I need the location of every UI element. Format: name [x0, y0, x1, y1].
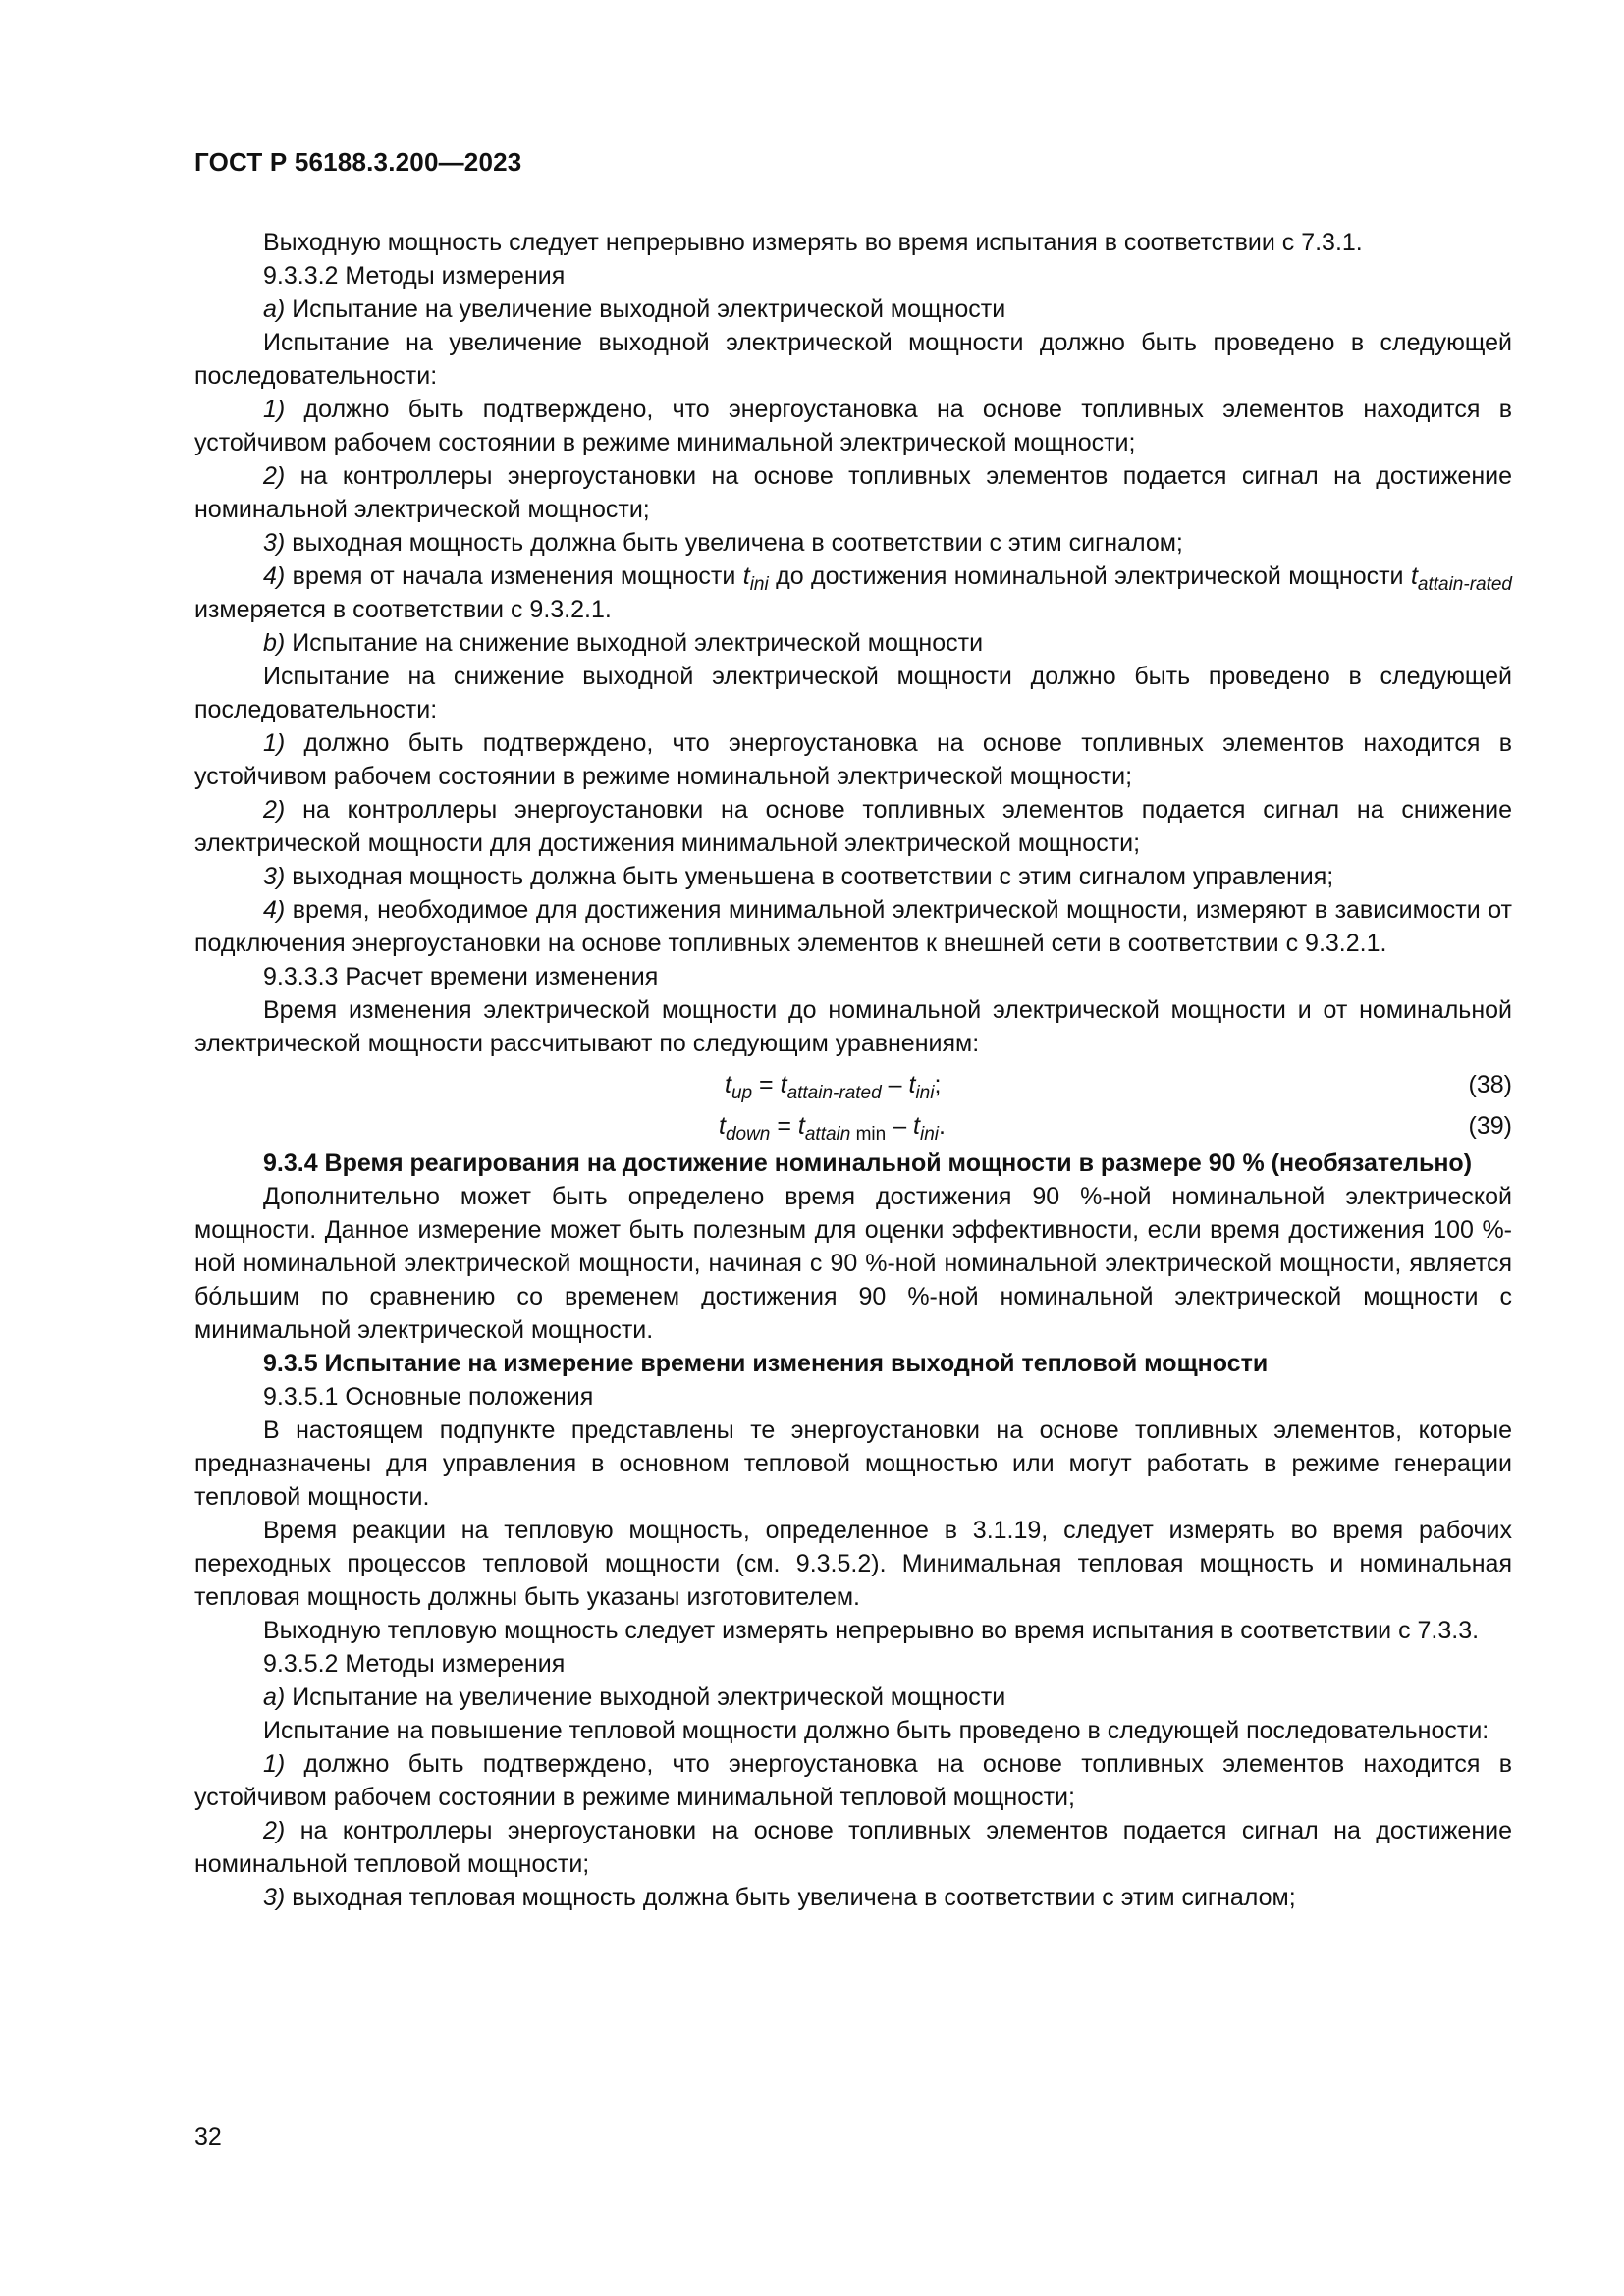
subscript-down: down [725, 1124, 771, 1145]
equation-39 [194, 1109, 1512, 1143]
list-marker: 3) [263, 1884, 286, 1911]
list-item [194, 626, 1512, 660]
list-item [194, 893, 1512, 960]
list-item-text: должно быть подтверждено, что энергоустановка на основе топливных элементов находится в устойчивом рабочем состоянии в режиме номинальной электрической мощности; [194, 729, 1512, 790]
list-item [194, 293, 1512, 326]
paragraph: Выходную мощность следует непрерывно измерять во время испытания в соответствии с 7.3.1. [263, 229, 1363, 256]
list-marker: 3) [263, 863, 286, 890]
paragraph: Дополнительно может быть определено время достижения 90 %-ной номинальной электрической мощности. Данное измерение может быть полезным для оценки эффективности, если время достижения 100 %-ной номинальной электрической мощности, начиная с 90 %-ной номинальной электрической мощности, является бóльшим по сравнению со временем достижения 90 %-ной номинальной электрической мощности с минимальной электрической мощности. [194, 1183, 1512, 1344]
list-item [194, 459, 1512, 526]
equation-number: (38) [1468, 1071, 1512, 1098]
list-item-text: должно быть подтверждено, что энергоустановка на основе топливных элементов находится в устойчивом рабочем состоянии в режиме минимальной тепловой мощности; [194, 1750, 1512, 1811]
list-item-text: Испытание на увеличение выходной электрической мощности [292, 1683, 1006, 1711]
subscript-ini: ini [915, 1083, 935, 1103]
equals-sign: = [777, 1112, 791, 1140]
list-item-text: выходная тепловая мощность должна быть увеличена в соответствии с этим сигналом; [292, 1884, 1296, 1911]
list-marker: 1) [263, 729, 286, 757]
document-body [194, 226, 1512, 1914]
subscript-ini: ini [920, 1124, 940, 1145]
list-marker: 4) [263, 896, 286, 924]
list-item [194, 726, 1512, 793]
list-marker: 2) [263, 462, 286, 490]
equation-38 [194, 1068, 1512, 1101]
paragraph: Выходную тепловую мощность следует измерять непрерывно во время испытания в соответствии с 7.3.3. [263, 1617, 1480, 1644]
list-item [194, 526, 1512, 560]
paragraph: Испытание на увеличение выходной электрической мощности должно быть проведено в следующей последовательности: [194, 329, 1512, 390]
list-item [194, 1747, 1512, 1814]
page-number: 32 [194, 2123, 222, 2151]
list-item-text: Испытание на снижение выходной электрической мощности [292, 629, 984, 657]
list-item-text: выходная мощность должна быть уменьшена в соответствии с этим сигналом управления; [292, 863, 1334, 890]
list-item-text: выходная мощность должна быть увеличена в соответствии с этим сигналом; [292, 529, 1183, 557]
list-item [194, 1681, 1512, 1714]
subscript-ini: ini [749, 574, 769, 595]
list-item-text: время, необходимое для достижения минимальной электрической мощности, измеряют в зависимости от подключения энергоустановки на основе топливных элементов к внешней сети в соответствии с 9.3.2.1. [194, 896, 1512, 957]
list-marker: a) [263, 295, 286, 323]
symbol-t: t [719, 1112, 726, 1140]
symbol-t: t [797, 1112, 805, 1140]
equation-formula: $t_{up} = t_{attain-rated} - t_{ini}$; [725, 1071, 942, 1103]
paragraph: Время изменения электрической мощности до номинальной электрической мощности и от номинальной электрической мощности рассчитывают по следующим уравнениям: [194, 996, 1512, 1057]
subsection-heading: 9.3.3.3 Расчет времени изменения [263, 963, 659, 990]
list-marker: 2) [263, 1817, 286, 1844]
symbol-t: t [1410, 562, 1418, 590]
subscript-attain-min [805, 1124, 886, 1145]
list-item-text: время от начала изменения мощности [292, 562, 736, 590]
subsection-heading: 9.3.5.2 Методы измерения [263, 1650, 566, 1678]
list-marker: a) [263, 1683, 286, 1711]
list-item [194, 1814, 1512, 1881]
list-marker: 2) [263, 796, 286, 824]
section-heading-9-3-4: 9.3.4 Время реагирования на достижение номинальной мощности в размере 90 % (необязательно) [263, 1149, 1473, 1177]
list-item [194, 860, 1512, 893]
subscript-attain: attain [804, 1124, 851, 1145]
subsection-heading: 9.3.5.1 Основные положения [263, 1383, 594, 1411]
symbol-t: t [725, 1071, 731, 1098]
list-marker: 4) [263, 562, 286, 590]
list-item [194, 393, 1512, 459]
equation-number: (39) [1468, 1112, 1512, 1140]
subsection-heading: 9.3.3.2 Методы измерения [263, 262, 566, 290]
subscript-attain-rated: attain-rated [786, 1083, 882, 1103]
list-item-text: на контроллеры энергоустановки на основе топливных элементов подается сигнал на снижение электрической мощности для достижения минимальной электрической мощности; [194, 796, 1512, 857]
list-marker: 1) [263, 396, 286, 423]
document-code-header: ГОСТ Р 56188.3.200—2023 [194, 147, 522, 177]
paragraph: В настоящем подпункте представлены те энергоустановки на основе топливных элементов, которые предназначены для управления в основном тепловой мощностью или могут работать в режиме генерации тепловой мощности. [194, 1416, 1512, 1511]
section-heading-9-3-5: 9.3.5 Испытание на измерение времени изменения выходной тепловой мощности [263, 1350, 1269, 1377]
list-item-text: Испытание на увеличение выходной электрической мощности [292, 295, 1006, 323]
minus-sign: – [888, 1071, 902, 1098]
symbol-t: t [908, 1071, 916, 1098]
list-item-text: до достижения номинальной электрической мощности [776, 562, 1404, 590]
equals-sign: = [759, 1071, 774, 1098]
list-item-text: на контроллеры энергоустановки на основе топливных элементов подается сигнал на достижение номинальной тепловой мощности; [194, 1817, 1512, 1878]
list-marker: b) [263, 629, 286, 657]
list-item [194, 560, 1512, 626]
paragraph: Испытание на снижение выходной электрической мощности должно быть проведено в следующей последовательности: [194, 663, 1512, 723]
list-item-text: на контроллеры энергоустановки на основе топливных элементов подается сигнал на достижение номинальной электрической мощности; [194, 462, 1512, 523]
list-marker: 3) [263, 529, 286, 557]
list-item [194, 1881, 1512, 1914]
list-marker: 1) [263, 1750, 286, 1778]
subscript-attain-rated: attain-rated [1417, 574, 1513, 595]
subscript-min: min [855, 1124, 887, 1145]
symbol-t: t [913, 1112, 920, 1140]
paragraph: Испытание на повышение тепловой мощности должно быть проведено в следующей последовательности: [263, 1717, 1489, 1744]
list-item [194, 793, 1512, 860]
list-item-text: должно быть подтверждено, что энергоустановка на основе топливных элементов находится в устойчивом рабочем состоянии в режиме минимальной электрической мощности; [194, 396, 1512, 456]
paragraph: Время реакции на тепловую мощность, определенное в 3.1.19, следует измерять во время рабочих переходных процессов тепловой мощности (см. 9.3.5.2). Минимальная тепловая мощность и номинальная тепловая мощность должны быть указаны изготовителем. [194, 1517, 1512, 1611]
symbol-t: t [742, 562, 750, 590]
equation-formula: $t_{down} = t_{attain min} - t_{ini}$. [719, 1112, 946, 1145]
subscript-up: up [731, 1083, 753, 1103]
minus-sign: – [893, 1112, 907, 1140]
list-item-text: измеряется в соответствии с 9.3.2.1. [194, 596, 612, 623]
symbol-t: t [780, 1071, 787, 1098]
